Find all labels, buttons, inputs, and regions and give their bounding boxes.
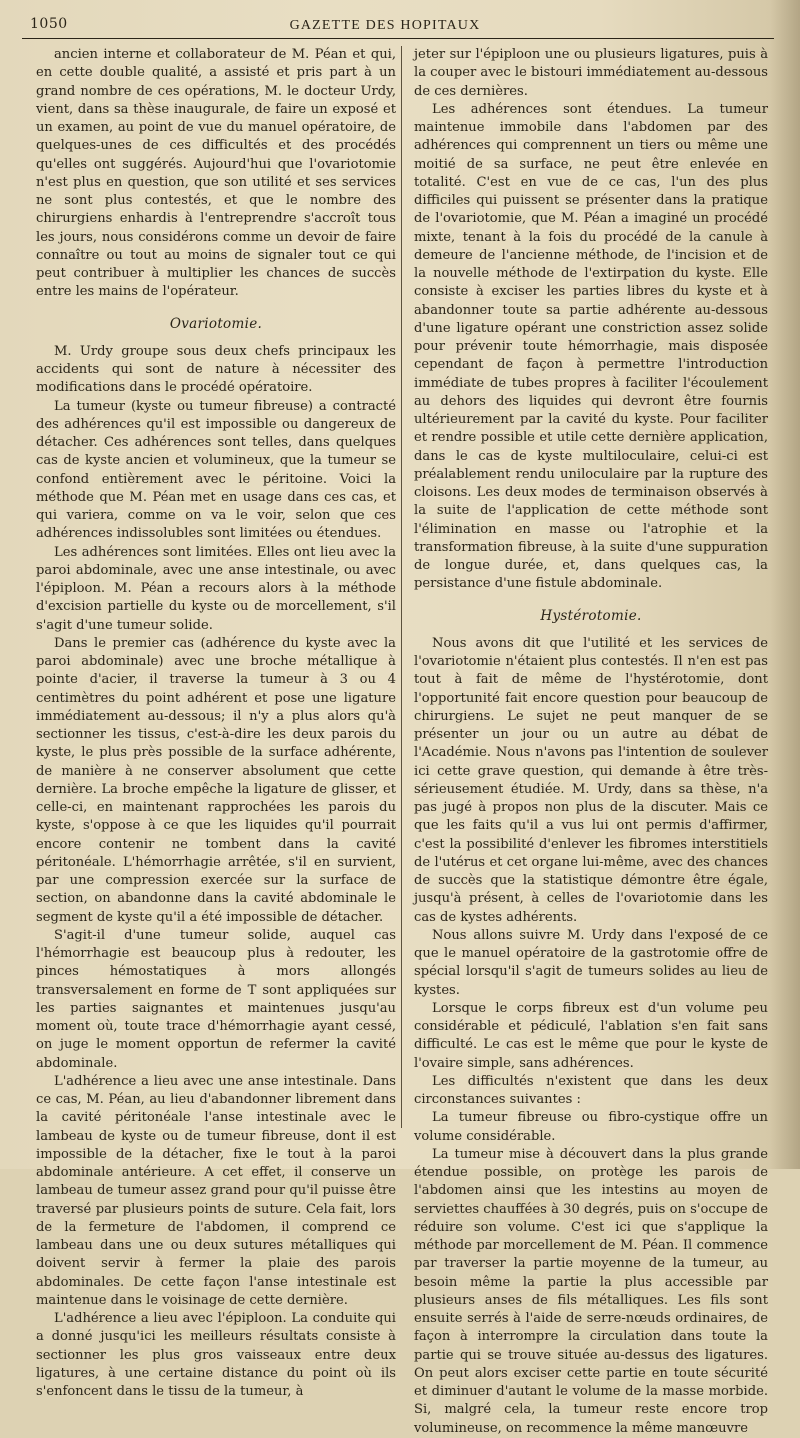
- paragraph: jeter sur l'épiploon une ou plusieurs ligatures, puis à la couper avec le bistouri immédiatement au-dessous de ces dernières.: [414, 47, 768, 99]
- paragraph: M. Urdy groupe sous deux chefs principaux les accidents qui sont de nature à nécessiter des modifications dans le procédé opératoire.: [36, 343, 396, 396]
- page-number: 1050: [30, 16, 68, 32]
- paragraph: La tumeur (kyste ou tumeur fibreuse) a contracté des adhérences qu'il est impossible ou dangereux de détacher. Ces adhérences sont telles, dans quelques cas de kyste ancien et volumineux, que la tumeur se confond entièrement avec le péritoine. Voici la méthode que M. Péan met en usage dans ces cas, et qui variera, comme on va le voir, selon que ces adhérences indissolubles sont limitées ou étendues.: [36, 398, 396, 542]
- paragraph: S'agit-il d'une tumeur solide, auquel cas l'hémorrhagie est beaucoup plus à redouter, les pinces hémostatiques à mors allongés transversalement en forme de T sont appliquées sur les parties saignantes et maintenues jusqu'au moment où, toute trace d'hémorrhagie ayant cessé, on juge le moment opportun de refermer la cavité abdominale.: [36, 927, 396, 1071]
- paragraph: Les adhérences sont étendues. La tumeur maintenue immobile dans l'abdomen par des adhérences qui comprennent un tiers ou même une moitié de sa surface, ne peut être enlevée en totalité. C'est en vue de ce cas, l'un des plus difficiles qui puissent se présenter dans la pratique de l'ovariotomie, que M. Péan a imaginé un procédé mixte, tenant à la fois du procédé de la canule à demeure de l'ancienne méthode, de l'incision et de la nouvelle méthode de l'extirpation du kyste. Elle consiste à exciser les parties libres du kyste et à abandonner toute sa partie adhérente au-dessous d'une ligature opérant une constriction assez solide pour prévenir toute hémorrhagie, mais disposée cependant de façon à permettre l'introduction immédiate de tubes propres à faciliter l'écoulement au dehors des liquides qui devront être fournis ultérieurement par la cavité du kyste. Pour faciliter et rendre possible et utile cette dernière application, dans le cas de kyste multiloculaire, celui-ci est préalablement rendu uniloculaire par la rupture des cloisons. Les deux modes de terminaison observés à la suite de l'application de cette méthode sont l'élimination en masse ou l'atrophie et la transformation fibreuse, à la suite d'une suppuration de longue durée, et, dans quelques cas, la persistance d'une fistule abdominale.: [414, 101, 768, 592]
- paragraph: Les adhérences sont limitées. Elles ont lieu avec la paroi abdominale, avec une anse intestinale, ou avec l'épiploon. M. Péan a recours alors à la méthode d'excision partielle du kyste ou de morcellement, s'il s'agit d'une tumeur solide.: [36, 544, 396, 633]
- header-rule: [22, 38, 774, 39]
- paragraph: Nous allons suivre M. Urdy dans l'exposé de ce que le manuel opératoire de la gastrotomie offre de spécial lorsqu'il s'agit de tumeurs solides au lieu de kystes.: [414, 927, 768, 998]
- paragraph: Dans le premier cas (adhérence du kyste avec la paroi abdominale) avec une broche métallique à pointe d'acier, il traverse la tumeur à 3 ou 4 centimètres du point adhérent et pose une ligature immédiatement au-dessous; il n'y a plus alors qu'à sectionner les tissus, c'est-à-dire les deux parois du kyste, le plus près possible de la surface adhérente, de manière à ne conserver absolument que cette dernière. La broche empêche la ligature de glisser, et celle-ci, en maintenant rapprochées les parois du kyste, s'oppose à ce que les liquides qu'il pourrait encore contenir ne tombent dans la cavité péritonéale. L'hémorrhagie arrêtée, s'il en survient, par une compression exercée sur la surface de section, on abandonne dans la cavité abdominale le segment de kyste qu'il a été impossible de détacher.: [36, 635, 396, 925]
- page-edge-shadow: [770, 0, 800, 1169]
- section-heading: Hystérotomie.: [540, 607, 642, 624]
- paragraph: La tumeur fibreuse ou fibro-cystique offre un volume considérable.: [414, 1110, 768, 1144]
- right-column: [414, 46, 768, 1436]
- paragraph: L'adhérence a lieu avec l'épiploon. La conduite qui a donné jusqu'ici les meilleurs résultats consiste à sectionner les plus gros vaisseaux entre deux ligatures, à une certaine distance du point où ils s'enfoncent dans le tissu de la tumeur, à: [36, 1311, 396, 1399]
- paragraph: La tumeur mise à découvert dans la plus grande étendue possible, on protège les parois de l'abdomen ainsi que les intestins au moyen de serviettes chauffées à 30 degrés, puis on s'occupe de réduire son volume. C'est ici que s'applique la méthode par morcellement de M. Péan. Il commence par traverser la partie moyenne de la tumeur, au besoin même la partie la plus accessible par plusieurs anses de fils métalliques. Les fils sont ensuite serrés à l'aide de serre-nœuds ordinaires, de façon à interrompre la circulation dans toute la partie qui se trouve située au-dessus des ligatures. On peut alors exciser cette partie en toute sécurité et diminuer d'autant le volume de la masse morbide. Si, malgré cela, la tumeur reste encore trop volumineuse, on recommence la même manœuvre: [414, 1146, 768, 1436]
- paragraph: Les difficultés n'existent que dans les deux circonstances suivantes :: [414, 1073, 768, 1107]
- paragraph: ancien interne et collaborateur de M. Péan et qui, en cette double qualité, a assisté et pris part à un grand nombre de ces opérations, M. le docteur Urdy, vient, dans sa thèse inaugurale, de faire un exposé et un examen, au point de vue du manuel opératoire, de quelques-unes de ces difficultés et des procédés qu'elles ont suggérés. Aujourd'hui que l'ovariotomie n'est plus en question, que son utilité et ses services ne sont plus contestés, et que le nombre des chirurgiens enhardis à l'entreprendre s'accroît tous les jours, nous considérons comme un devoir de faire connaître ou tout au moins de signaler tout ce qui peut contribuer à multiplier les chances de succès entre les mains de l'opérateur.: [36, 47, 396, 300]
- left-column: [36, 46, 396, 1399]
- paragraph: L'adhérence a lieu avec une anse intestinale. Dans ce cas, M. Péan, au lieu d'abandonner librement dans la cavité péritonéale l'anse intestinale avec le lambeau de kyste ou de tumeur fibreuse, dont il est impossible de la détacher, fixe le tout à la paroi abdominale antérieure. A cet effet, il conserve un lambeau de tumeur assez grand pour qu'il puisse être traversé par plusieurs points de suture. Cela fait, lors de la fermeture de l'abdomen, il comprend ce lambeau dans une ou deux sutures métalliques qui doivent servir à fermer la plaie des parois abdominales. De cette façon l'anse intestinale est maintenue dans le voisinage de cette dernière.: [36, 1073, 396, 1308]
- paragraph: Nous avons dit que l'utilité et les services de l'ovariotomie n'étaient plus contestés. Il n'en est pas tout à fait de même de l'hystérotomie, dont l'opportunité fait encore question pour beaucoup de chirurgiens. Le sujet ne peut manquer de se présenter un jour ou un autre au débat de l'Académie. Nous n'avons pas l'intention de soulever ici cette grave question, qui demande à être très-sérieusement étudiée. M. Urdy, dans sa thèse, n'a pas jugé à propos non plus de la discuter. Mais ce que les faits qu'il a vus lui ont permis d'affirmer, c'est la possibilité d'enlever les fibromes interstitiels de l'utérus et cet organe lui-même, avec des chances de succès que la statistique démontre être égale, jusqu'à présent, à celles de l'ovariotomie dans les cas de kystes adhérents.: [414, 635, 768, 925]
- column-rule: [401, 46, 402, 1128]
- paragraph: Lorsque le corps fibreux est d'un volume peu considérable et pédiculé, l'ablation s'en fait sans difficulté. Le cas est le même que pour le kyste de l'ovaire simple, sans adhérences.: [414, 1000, 768, 1071]
- page-header: [0, 14, 770, 40]
- section-heading: Ovariotomie.: [169, 315, 263, 332]
- running-title: GAZETTE DES HOPITAUX: [289, 18, 481, 33]
